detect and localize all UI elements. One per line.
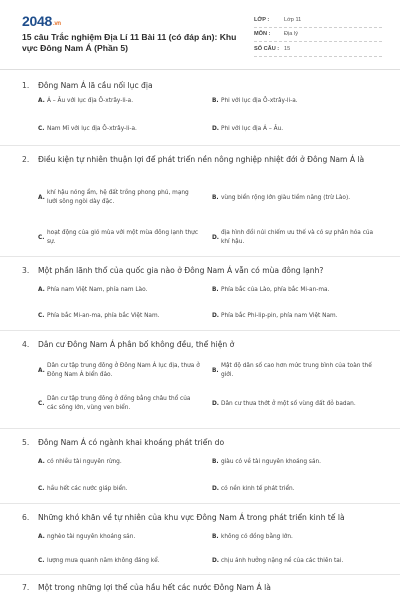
answer-option-d[interactable] xyxy=(212,230,380,246)
option-letter: A. xyxy=(38,194,45,201)
answer-option-b[interactable] xyxy=(212,454,380,470)
option-letter: C. xyxy=(38,485,45,492)
option-letter: C. xyxy=(38,312,45,319)
question-stem xyxy=(22,339,382,351)
page-header xyxy=(0,0,400,64)
question-text: Điều kiện tự nhiên thuận lợi để phát triển nền nông nghiệp nhiệt đới ở Đông Nam Á là xyxy=(38,155,365,164)
question-stem xyxy=(22,437,382,449)
answer-option-d[interactable] xyxy=(212,121,380,137)
option-text: vùng biển rộng lớn giàu tiềm năng (trừ Lào). xyxy=(221,194,351,201)
option-text: Dân cư thưa thớt ở một số vùng đất đỏ badan. xyxy=(221,400,356,407)
answer-option-b[interactable] xyxy=(212,282,380,298)
option-text: có nhiều tài nguyên rừng. xyxy=(47,458,122,465)
answer-option-c[interactable] xyxy=(38,230,200,246)
option-letter: A. xyxy=(38,286,45,293)
question-text: Đông Nam Á có ngành khai khoáng phát triển do xyxy=(38,438,225,447)
answer-option-d[interactable] xyxy=(212,481,380,497)
answer-option-d[interactable] xyxy=(212,308,380,324)
question-number: 7. xyxy=(22,583,30,592)
answer-option-b[interactable] xyxy=(212,190,380,206)
question-text: Đông Nam Á lã cầu nối lục địa xyxy=(38,81,153,90)
option-text: nghèo tài nguyên khoáng sản. xyxy=(47,533,136,540)
question-stem xyxy=(22,154,382,166)
option-text: chịu ảnh hưởng nặng nề của các thiên tai. xyxy=(221,557,344,564)
answer-option-a[interactable] xyxy=(38,190,200,206)
answer-option-c[interactable] xyxy=(38,121,200,137)
option-text: hoạt động của gió mùa với một mùa đông lạnh thực sự. xyxy=(47,230,199,245)
answer-option-c[interactable] xyxy=(38,481,200,497)
option-letter: D. xyxy=(212,234,220,241)
meta-label: MÔN : xyxy=(254,31,271,38)
answer-option-c[interactable] xyxy=(38,396,200,412)
option-text: không có đồng bằng lớn. xyxy=(221,533,293,540)
question-number: 3. xyxy=(22,266,30,275)
question-text: Một phần lãnh thổ của quốc gia nào ở Đông Nam Á vẫn có mùa đông lạnh? xyxy=(38,266,324,275)
question-separator xyxy=(0,428,400,429)
option-letter: C. xyxy=(38,400,45,407)
answer-option-d[interactable] xyxy=(212,553,380,569)
answer-option-c[interactable] xyxy=(38,308,200,324)
meta-label: LỚP : xyxy=(254,16,270,23)
option-letter: B. xyxy=(212,367,219,374)
option-letter: A. xyxy=(38,97,45,104)
question-number: 6. xyxy=(22,513,30,522)
option-letter: D. xyxy=(212,312,220,319)
option-letter: A. xyxy=(38,458,45,465)
option-text: Dân cư tập trung đông ở Đông Nam Á lục địa, thưa ở Đông Nam Á biển đảo. xyxy=(47,363,200,378)
answer-option-b[interactable] xyxy=(212,529,380,545)
question-number: 2. xyxy=(22,155,30,164)
option-text: Phía nam Việt Nam, phía nam Lào. xyxy=(47,286,148,293)
option-letter: D. xyxy=(212,125,220,132)
option-letter: B. xyxy=(212,458,219,465)
option-letter: D. xyxy=(212,485,220,492)
answer-option-a[interactable] xyxy=(38,529,200,545)
answer-option-b[interactable] xyxy=(212,363,380,379)
question-text: Những khó khăn về tự nhiên của khu vực Đông Nam Á trong phát triển kinh tế là xyxy=(38,513,345,522)
option-text: Phía bắc của Lào, phía bắc Mi-an-ma. xyxy=(221,286,330,293)
option-text: Phía bắc Mi-an-ma, phía bắc Việt Nam. xyxy=(47,312,160,319)
question-text: Một trong những lợi thế của hầu hết các nước Đông Nam Á là xyxy=(38,583,271,592)
answer-option-a[interactable] xyxy=(38,93,200,109)
option-letter: D. xyxy=(212,400,220,407)
option-text: Mật độ dân số cao hơn mức trung bình của toàn thế giới. xyxy=(221,363,372,378)
option-letter: B. xyxy=(212,97,219,104)
meta-value: Địa lý xyxy=(284,31,298,38)
option-text: địa hình đồi núi chiếm ưu thế và có sự phân hóa của khí hậu. xyxy=(221,230,374,245)
question-separator xyxy=(0,145,400,146)
option-text: Dân cư tập trung đông ở đồng bằng châu thổ của các sông lớn, vùng ven biển. xyxy=(47,396,191,411)
question-stem xyxy=(22,80,382,92)
option-letter: B. xyxy=(212,533,219,540)
site-logo-suffix: .vn xyxy=(52,21,61,27)
answer-option-c[interactable] xyxy=(38,553,200,569)
option-letter: B. xyxy=(212,194,219,201)
option-text: giàu có về tài nguyên khoáng sản. xyxy=(221,458,322,465)
option-letter: C. xyxy=(38,557,45,564)
option-text: hầu hết các nước giáp biển. xyxy=(47,485,128,492)
option-text: Nam Mĩ với lục địa Ô-xtrây-li-a. xyxy=(47,125,137,132)
option-text: Á – Âu với lục địa Ô-xtrây-li-a. xyxy=(47,97,134,104)
option-letter: B. xyxy=(212,286,219,293)
option-text: lượng mưa quanh năm không đáng kể. xyxy=(47,557,160,564)
question-stem xyxy=(22,512,382,524)
meta-value: 15 xyxy=(284,45,291,52)
question-number: 5. xyxy=(22,438,30,447)
question-number: 1. xyxy=(22,81,30,90)
question-separator xyxy=(0,503,400,504)
meta-label: SỐ CÂU : xyxy=(254,45,280,52)
option-letter: C. xyxy=(38,125,45,132)
meta-row-subject xyxy=(254,28,382,43)
answer-option-a[interactable] xyxy=(38,363,200,379)
answer-option-d[interactable] xyxy=(212,396,380,412)
option-text: Phía bắc Phi-lip-pin, phía nam Việt Nam. xyxy=(221,312,338,319)
option-letter: A. xyxy=(38,367,45,374)
meta-value: Lớp 11 xyxy=(284,16,302,23)
question-text: Dân cư Đông Nam Á phân bố không đều, thể hiện ở xyxy=(38,340,235,349)
option-text: có nền kinh tế phát triển. xyxy=(221,485,295,492)
option-text: khí hậu nóng ẩm, hệ đất trồng phong phú, mạng lưới sông ngòi dày đặc. xyxy=(47,190,189,205)
answer-option-a[interactable] xyxy=(38,454,200,470)
question-stem xyxy=(22,265,382,277)
option-text: Phi với lục địa Á – Âu. xyxy=(221,125,284,132)
header-divider xyxy=(0,69,400,70)
answer-option-a[interactable] xyxy=(38,282,200,298)
option-letter: C. xyxy=(38,234,45,241)
question-separator xyxy=(0,330,400,331)
option-letter: D. xyxy=(212,557,220,564)
question-separator xyxy=(0,574,400,575)
option-letter: A. xyxy=(38,533,45,540)
meta-row-class xyxy=(254,13,382,28)
question-stem xyxy=(22,582,382,594)
answer-option-b[interactable] xyxy=(212,93,380,109)
site-logo[interactable]: 2048.vn xyxy=(22,13,61,29)
document-meta xyxy=(254,13,382,57)
question-number: 4. xyxy=(22,340,30,349)
document-title: 15 câu Trắc nghiệm Địa Lí 11 Bài 11 (có đáp án): Khu vực Đông Nam Á (Phần 5) xyxy=(22,32,237,53)
option-text: Phi với lục địa Ô-xtrây-li-a. xyxy=(221,97,298,104)
question-separator xyxy=(0,256,400,257)
meta-row-question-count xyxy=(254,42,382,57)
